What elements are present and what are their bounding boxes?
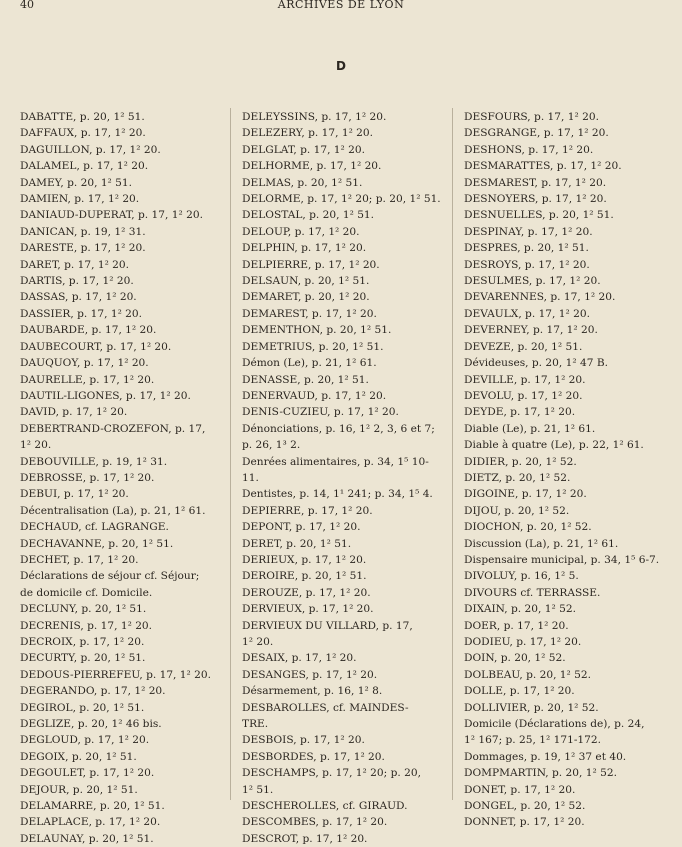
index-entry <box>20 798 220 814</box>
index-entry <box>464 125 664 141</box>
running-head: ARCHIVES DE LYON <box>277 0 405 11</box>
index-entry <box>20 322 220 338</box>
index-entry <box>242 207 442 223</box>
entry-line: DEJOUR, p. 20, 1² 51. <box>20 783 138 796</box>
index-entry <box>20 142 220 158</box>
entry-line: DESBAROLLES, cf. MAINDES- <box>242 701 409 714</box>
index-entry <box>242 765 442 798</box>
entry-line: DECROIX, p. 17, 1² 20. <box>20 636 145 648</box>
entry-line: DOLLE, p. 17, 1² 20. <box>464 685 575 698</box>
entry-line: DECHAVANNE, p. 20, 1² 51. <box>20 537 174 550</box>
index-entry <box>242 503 442 519</box>
entry-line: 1² 20. <box>20 439 52 452</box>
entry-line: DEPONT, p. 17, 1² 20. <box>242 521 361 534</box>
index-entry <box>242 191 442 207</box>
index-entry <box>242 388 442 404</box>
entry-line: DESAIX, p. 17, 1² 20. <box>242 652 357 665</box>
index-entry <box>242 257 442 273</box>
index-entry <box>464 650 664 666</box>
index-entry <box>20 601 220 617</box>
entry-line: DELEYSSINS, p. 17, 1² 20. <box>242 111 387 123</box>
entry-line: DAVID, p. 17, 1² 20. <box>20 406 128 419</box>
index-entry <box>464 798 664 814</box>
index-entry <box>242 289 442 305</box>
index-entry <box>20 339 220 355</box>
entry-line: DECLUNY, p. 20, 1² 51. <box>20 603 147 616</box>
index-entry <box>20 486 220 502</box>
entry-line: TRE. <box>242 718 269 731</box>
index-entry <box>464 421 664 437</box>
index-entry <box>242 142 442 158</box>
entry-line: DENIS-CUZIEU, p. 17, 1² 20. <box>242 406 399 419</box>
entry-line: 11. <box>242 471 259 484</box>
entry-line: DESROYS, p. 17, 1² 20. <box>464 258 590 271</box>
index-column-3 <box>464 109 664 831</box>
entry-line: DAURELLE, p. 17, 1² 20. <box>20 373 155 386</box>
page-number: 40 <box>20 0 34 11</box>
entry-line: DEPIERRE, p. 17, 1² 20. <box>242 504 373 517</box>
entry-line: DIETZ, p. 20, 1² 52. <box>464 471 571 484</box>
page-header <box>0 0 682 14</box>
index-entry <box>20 831 220 847</box>
entry-line: 1² 167; p. 25, 1² 171-172. <box>464 734 601 747</box>
entry-line: DELGLAT, p. 17, 1² 20. <box>242 143 366 156</box>
entry-line: DEVOLU, p. 17, 1² 20. <box>464 389 583 402</box>
entry-line: DELAUNAY, p. 20, 1² 51. <box>20 832 154 845</box>
entry-line: DOLBEAU, p. 20, 1² 52. <box>464 668 592 681</box>
entry-line: DIOCHON, p. 20, 1² 52. <box>464 521 592 534</box>
entry-line: DOLLIVIER, p. 20, 1² 52. <box>464 701 599 714</box>
index-entry <box>20 618 220 634</box>
entry-line: DELMAS, p. 20, 1² 51. <box>242 176 363 189</box>
index-entry <box>464 552 664 568</box>
entry-line: DELAMARRE, p. 20, 1² 51. <box>20 800 165 813</box>
index-entry <box>20 404 220 420</box>
entry-line: Démon (Le), p. 21, 1² 61. <box>242 357 377 370</box>
index-entry <box>242 618 442 651</box>
entry-line: DAUBECOURT, p. 17, 1² 20. <box>20 340 172 353</box>
entry-line: DOIN, p. 20, 1² 52. <box>464 652 566 665</box>
index-entry <box>464 388 664 404</box>
column-divider <box>452 108 453 800</box>
entry-line: DAUBARDE, p. 17, 1² 20. <box>20 324 157 337</box>
index-entry <box>20 388 220 404</box>
entry-line: DESNUELLES, p. 20, 1² 51. <box>464 209 614 222</box>
entry-line: DAGUILLON, p. 17, 1² 20. <box>20 143 161 156</box>
entry-line: DALAMEL, p. 17, 1² 20. <box>20 160 149 173</box>
entry-line: DEVAULX, p. 17, 1² 20. <box>464 307 590 320</box>
entry-line: DEGOIX, p. 20, 1² 51. <box>20 750 137 763</box>
index-entry <box>20 224 220 240</box>
entry-line: Dispensaire municipal, p. 34, 1⁵ 6-7. <box>464 553 660 566</box>
index-entry <box>20 700 220 716</box>
index-entry <box>242 224 442 240</box>
entry-line: DESULMES, p. 17, 1² 20. <box>464 275 601 288</box>
index-entry <box>464 700 664 716</box>
index-entry <box>20 191 220 207</box>
index-entry <box>242 158 442 174</box>
entry-line: p. 26, 1³ 2. <box>242 439 301 452</box>
entry-line: DAMEY, p. 20, 1² 51. <box>20 176 133 189</box>
entry-line: DASSIER, p. 17, 1² 20. <box>20 307 143 320</box>
entry-line: DEBUI, p. 17, 1² 20. <box>20 488 129 501</box>
entry-line: DEBERTRAND-CROZEFON, p. 17, <box>20 422 206 435</box>
entry-line: DESCOMBES, p. 17, 1² 20. <box>242 816 388 829</box>
index-entry <box>464 716 664 749</box>
index-entry <box>20 716 220 732</box>
index-entry <box>20 158 220 174</box>
entry-line: Dévideuses, p. 20, 1² 47 B. <box>464 357 608 370</box>
entry-line: Diable (Le), p. 21, 1² 61. <box>464 422 596 435</box>
index-entry <box>464 618 664 634</box>
index-entry <box>20 683 220 699</box>
entry-line: DOER, p. 17, 1² 20. <box>464 619 569 632</box>
index-entry <box>242 732 442 748</box>
index-entry <box>464 486 664 502</box>
entry-line: DELORME, p. 17, 1² 20; p. 20, 1² 51. <box>242 193 441 206</box>
index-entry <box>242 372 442 388</box>
entry-line: DIDIER, p. 20, 1² 52. <box>464 455 577 468</box>
entry-line: DEROUZE, p. 17, 1² 20. <box>242 586 371 599</box>
entry-line: DARTIS, p. 17, 1² 20. <box>20 275 134 288</box>
index-entry <box>20 355 220 371</box>
index-entry <box>242 306 442 322</box>
index-entry <box>242 814 442 830</box>
entry-line: DEYDE, p. 17, 1² 20. <box>464 406 576 419</box>
entry-line: DEGERANDO, p. 17, 1² 20. <box>20 685 166 698</box>
index-column-2 <box>242 109 442 847</box>
entry-line: Désarmement, p. 16, 1² 8. <box>242 685 383 698</box>
index-entry <box>20 257 220 273</box>
entry-line: Domicile (Déclarations de), p. 24, <box>464 718 645 731</box>
entry-line: DERET, p. 20, 1² 51. <box>242 537 352 550</box>
index-entry <box>20 421 220 454</box>
entry-line: DOMPMARTIN, p. 20, 1² 52. <box>464 767 617 780</box>
entry-line: DIJOU, p. 20, 1² 52. <box>464 504 570 517</box>
index-entry <box>242 486 442 502</box>
index-entry <box>20 749 220 765</box>
entry-line: DARESTE, p. 17, 1² 20. <box>20 242 146 255</box>
entry-line: DONGEL, p. 20, 1² 52. <box>464 800 586 813</box>
entry-line: DEROIRE, p. 20, 1² 51. <box>242 570 367 583</box>
index-entry <box>242 552 442 568</box>
entry-line: 1² 20. <box>242 636 274 648</box>
index-entry <box>464 240 664 256</box>
index-entry <box>242 240 442 256</box>
index-entry <box>242 601 442 617</box>
entry-line: DANICAN, p. 19, 1² 31. <box>20 225 146 238</box>
entry-line: DEGIROL, p. 20, 1² 51. <box>20 701 145 714</box>
index-entry <box>242 700 442 733</box>
index-entry <box>20 765 220 781</box>
index-entry <box>242 667 442 683</box>
index-entry <box>20 470 220 486</box>
index-entry <box>464 191 664 207</box>
index-entry <box>464 207 664 223</box>
index-entry <box>242 568 442 584</box>
entry-line: DESMARATTES, p. 17, 1² 20. <box>464 160 622 173</box>
entry-line: DIVOURS cf. TERRASSE. <box>464 586 601 599</box>
index-entry <box>242 355 442 371</box>
index-entry <box>242 421 442 454</box>
index-entry <box>20 536 220 552</box>
index-entry <box>464 782 664 798</box>
entry-line: DESCHEROLLES, cf. GIRAUD. <box>242 800 408 813</box>
entry-line: Discussion (La), p. 21, 1² 61. <box>464 537 619 550</box>
index-entry <box>242 322 442 338</box>
index-entry <box>20 552 220 568</box>
index-entry <box>242 798 442 814</box>
index-entry <box>464 601 664 617</box>
entry-line: DEVILLE, p. 17, 1² 20. <box>464 373 586 386</box>
index-entry <box>20 273 220 289</box>
entry-line: DASSAS, p. 17, 1² 20. <box>20 291 137 304</box>
entry-line: DIGOINE, p. 17, 1² 20. <box>464 488 587 501</box>
entry-line: DEVEZE, p. 20, 1² 51. <box>464 340 583 353</box>
index-entry <box>242 404 442 420</box>
index-entry <box>242 585 442 601</box>
index-entry <box>20 732 220 748</box>
entry-line: DONET, p. 17, 1² 20. <box>464 783 576 796</box>
index-entry <box>20 240 220 256</box>
index-entry <box>464 503 664 519</box>
entry-line: DELOUP, p. 17, 1² 20. <box>242 225 360 238</box>
index-entry <box>20 634 220 650</box>
index-entry <box>20 650 220 666</box>
entry-line: DESHONS, p. 17, 1² 20. <box>464 143 594 156</box>
entry-line: DEGLOUD, p. 17, 1² 20. <box>20 734 150 747</box>
entry-line: DEMARET, p. 20, 1² 20. <box>242 291 370 304</box>
index-entry <box>20 125 220 141</box>
entry-line: DONNET, p. 17, 1² 20. <box>464 816 585 829</box>
entry-line: DESBOIS, p. 17, 1² 20. <box>242 734 365 747</box>
entry-line: DESNOYERS, p. 17, 1² 20. <box>464 193 607 206</box>
index-entry <box>20 814 220 830</box>
index-entry <box>464 470 664 486</box>
index-entry <box>242 273 442 289</box>
entry-line: DEBROSSE, p. 17, 1² 20. <box>20 471 155 484</box>
index-entry <box>464 339 664 355</box>
index-entry <box>464 749 664 765</box>
entry-line: DESANGES, p. 17, 1² 20. <box>242 668 378 681</box>
entry-line: DAUTIL-LIGONES, p. 17, 1² 20. <box>20 389 191 402</box>
index-entry <box>464 355 664 371</box>
entry-line: DAFFAUX, p. 17, 1² 20. <box>20 127 146 140</box>
entry-line: de domicile cf. Domicile. <box>20 586 153 599</box>
entry-line: Dénonciations, p. 16, 1² 2, 3, 6 et 7; <box>242 422 435 435</box>
index-entry <box>242 109 442 125</box>
entry-line: DESPINAY, p. 17, 1² 20. <box>464 225 593 238</box>
index-entry <box>464 273 664 289</box>
index-entry <box>464 257 664 273</box>
entry-line: DARET, p. 17, 1² 20. <box>20 258 130 271</box>
entry-line: DELOSTAL, p. 20, 1² 51. <box>242 209 375 222</box>
entry-line: Denrées alimentaires, p. 34, 1⁵ 10- <box>242 455 429 468</box>
entry-line: DENERVAUD, p. 17, 1² 20. <box>242 389 387 402</box>
index-entry <box>464 109 664 125</box>
entry-line: DAUQUOY, p. 17, 1² 20. <box>20 357 149 370</box>
entry-line: DENASSE, p. 20, 1² 51. <box>242 373 369 386</box>
index-entry <box>464 667 664 683</box>
entry-line: DECHAUD, cf. LAGRANGE. <box>20 521 169 534</box>
entry-line: DERVIEUX DU VILLARD, p. 17, <box>242 619 413 632</box>
index-entry <box>464 585 664 601</box>
index-entry <box>242 683 442 699</box>
entry-line: DERVIEUX, p. 17, 1² 20. <box>242 603 374 616</box>
index-entry <box>464 765 664 781</box>
index-entry <box>464 289 664 305</box>
index-entry <box>464 322 664 338</box>
entry-line: 1² 51. <box>242 783 274 796</box>
entry-line: DELHORME, p. 17, 1² 20. <box>242 160 382 173</box>
column-divider <box>230 108 231 800</box>
entry-line: DECURTY, p. 20, 1² 51. <box>20 652 146 665</box>
index-entry <box>20 306 220 322</box>
index-entry <box>242 125 442 141</box>
index-entry <box>242 650 442 666</box>
index-entry <box>242 454 442 487</box>
entry-line: DESMAREST, p. 17, 1² 20. <box>464 176 607 189</box>
index-entry <box>464 404 664 420</box>
entry-line: DESCROT, p. 17, 1² 20. <box>242 832 368 845</box>
entry-line: DESFOURS, p. 17, 1² 20. <box>464 111 599 123</box>
entry-line: DESBORDES, p. 17, 1² 20. <box>242 750 385 763</box>
index-entry <box>464 142 664 158</box>
entry-line: DEGOULET, p. 17, 1² 20. <box>20 767 155 780</box>
index-entry <box>464 568 664 584</box>
entry-line: Dentistes, p. 14, 1¹ 241; p. 34, 1⁵ 4. <box>242 488 433 501</box>
entry-line: Décentralisation (La), p. 21, 1² 61. <box>20 504 206 517</box>
index-entry <box>464 683 664 699</box>
index-entry <box>464 372 664 388</box>
entry-line: DANIAUD-DUPERAT, p. 17, 1² 20. <box>20 209 203 222</box>
entry-line: DABATTE, p. 20, 1² 51. <box>20 111 145 123</box>
entry-line: DIXAIN, p. 20, 1² 52. <box>464 603 576 616</box>
entry-line: DEGLIZE, p. 20, 1² 46 bis. <box>20 718 162 731</box>
entry-line: DEMETRIUS, p. 20, 1² 51. <box>242 340 384 353</box>
index-entry <box>20 175 220 191</box>
index-entry <box>464 536 664 552</box>
entry-line: DEMENTHON, p. 20, 1² 51. <box>242 324 392 337</box>
entry-line: DELPHIN, p. 17, 1² 20. <box>242 242 367 255</box>
entry-line: DEDOUS-PIERREFEU, p. 17, 1² 20. <box>20 668 211 681</box>
entry-line: DELEZERY, p. 17, 1² 20. <box>242 127 374 140</box>
entry-line: DELAPLACE, p. 17, 1² 20. <box>20 816 161 829</box>
entry-line: DELPIERRE, p. 17, 1² 20. <box>242 258 380 271</box>
index-entry <box>464 634 664 650</box>
entry-line: DEVARENNES, p. 17, 1² 20. <box>464 291 616 304</box>
entry-line: Diable à quatre (Le), p. 22, 1² 61. <box>464 439 644 452</box>
index-entry <box>242 749 442 765</box>
index-entry <box>20 503 220 519</box>
index-entry <box>464 224 664 240</box>
index-entry <box>242 519 442 535</box>
entry-line: DELSAUN, p. 20, 1² 51. <box>242 275 370 288</box>
index-column-1 <box>20 109 220 847</box>
index-entry <box>20 782 220 798</box>
index-entry <box>20 454 220 470</box>
entry-line: DECHET, p. 17, 1² 20. <box>20 553 139 566</box>
index-entry <box>20 372 220 388</box>
index-entry <box>464 454 664 470</box>
index-entry <box>242 339 442 355</box>
index-entry <box>464 306 664 322</box>
index-entry <box>20 519 220 535</box>
index-entry <box>464 437 664 453</box>
index-entry <box>464 519 664 535</box>
entry-line: DODIEU, p. 17, 1² 20. <box>464 636 582 648</box>
index-entry <box>20 207 220 223</box>
section-letter: D <box>336 59 346 73</box>
entry-line: DIVOLUY, p. 16, 1² 5. <box>464 570 579 583</box>
index-entry <box>242 536 442 552</box>
index-entry <box>20 568 220 601</box>
entry-line: DAMIEN, p. 17, 1² 20. <box>20 193 140 206</box>
entry-line: DESCHAMPS, p. 17, 1² 20; p. 20, <box>242 767 421 780</box>
entry-line: Dommages, p. 19, 1² 37 et 40. <box>464 750 627 763</box>
entry-line: DESGRANGE, p. 17, 1² 20. <box>464 127 609 140</box>
index-entry <box>242 831 442 847</box>
entry-line: DERIEUX, p. 17, 1² 20. <box>242 553 367 566</box>
index-entry <box>464 814 664 830</box>
index-entry <box>242 175 442 191</box>
entry-line: DECRENIS, p. 17, 1² 20. <box>20 619 153 632</box>
entry-line: DESPRES, p. 20, 1² 51. <box>464 242 589 255</box>
index-entry <box>20 109 220 125</box>
index-entry <box>464 158 664 174</box>
entry-line: DEBOUVILLE, p. 19, 1² 31. <box>20 455 168 468</box>
entry-line: DEMAREST, p. 17, 1² 20. <box>242 307 377 320</box>
entry-line: Déclarations de séjour cf. Séjour; <box>20 570 200 583</box>
index-entry <box>464 175 664 191</box>
index-entry <box>20 667 220 683</box>
entry-line: DEVERNEY, p. 17, 1² 20. <box>464 324 598 337</box>
index-entry <box>20 289 220 305</box>
